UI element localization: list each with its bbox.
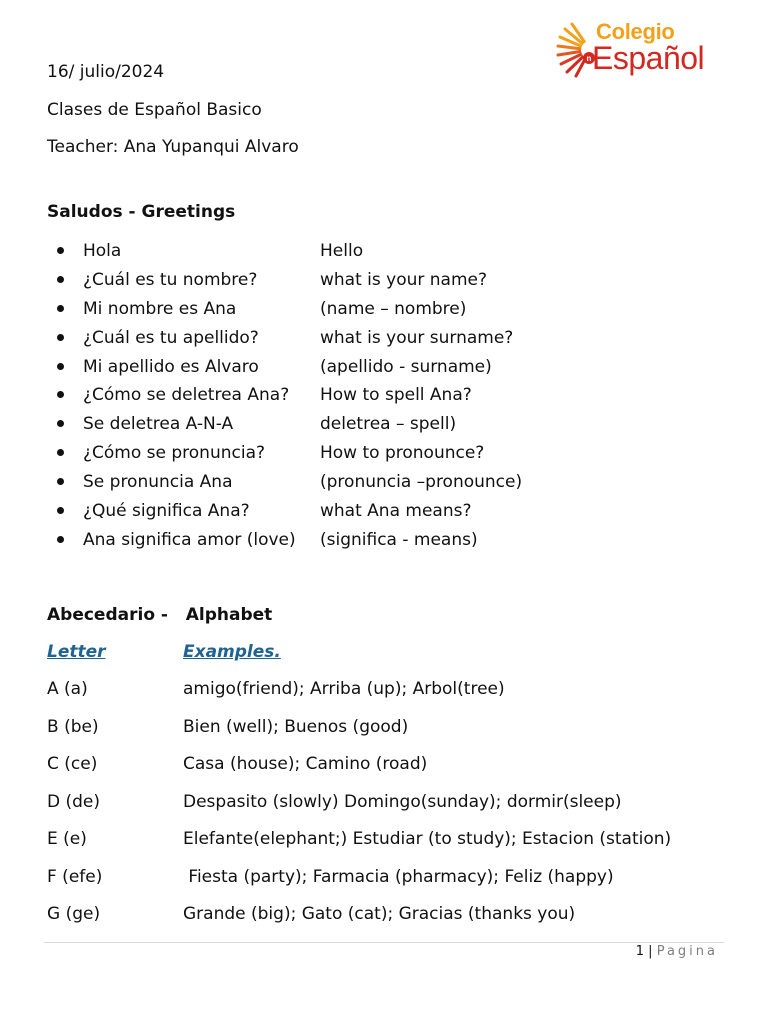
- letter-cell: E (e): [47, 829, 87, 849]
- document-date: 16/ julio/2024: [47, 62, 165, 82]
- examples-cell: Bien (well); Buenos (good): [183, 716, 409, 737]
- english-translation: Hello: [320, 241, 364, 261]
- logo-word-espanol: Español: [592, 40, 705, 76]
- footer-divider: [44, 942, 724, 943]
- logo-word-colegio: Colegio: [596, 19, 675, 44]
- spanish-phrase: Se deletrea A-N-A: [83, 414, 234, 435]
- spanish-phrase: Ana significa amor (love): [83, 529, 296, 550]
- spanish-phrase: Mi apellido es Alvaro: [83, 356, 259, 377]
- examples-cell: amigo(friend); Arriba (up); Arbol(tree): [183, 679, 505, 699]
- bullet-icon: [57, 420, 64, 427]
- letter-cell: F (efe): [47, 866, 103, 887]
- bullet-icon: [57, 536, 64, 543]
- english-translation: (significa - means): [320, 529, 478, 550]
- examples-cell: Casa (house); Camino (road): [183, 754, 428, 774]
- spanish-phrase: Mi nombre es Ana: [83, 298, 237, 319]
- english-translation: (pronuncia –pronounce): [320, 472, 523, 493]
- bullet-icon: [57, 334, 64, 341]
- bullet-icon: [57, 507, 64, 514]
- examples-column-header: Examples.: [183, 642, 281, 662]
- english-translation: deletrea – spell): [320, 414, 457, 435]
- bullet-icon: [57, 276, 64, 283]
- spanish-phrase: ¿Cuál es tu apellido?: [83, 327, 259, 348]
- bullet-icon: [57, 478, 64, 485]
- english-translation: (apellido - surname): [320, 356, 492, 377]
- spanish-phrase: ¿Cómo se deletrea Ana?: [83, 385, 290, 406]
- page-label: Pagina: [656, 944, 718, 959]
- footer-separator: |: [648, 944, 653, 959]
- bullet-icon: [57, 247, 64, 254]
- spanish-phrase: ¿Qué significa Ana?: [83, 501, 250, 522]
- english-translation: what is your name?: [320, 269, 488, 290]
- greetings-heading: Saludos - Greetings: [47, 202, 236, 222]
- letter-cell: C (ce): [47, 754, 98, 774]
- spanish-phrase: Se pronuncia Ana: [83, 472, 233, 493]
- english-translation: (name – nombre): [320, 298, 467, 319]
- page-footer: [636, 944, 718, 959]
- alphabet-heading: Abecedario - Alphabet: [47, 605, 273, 625]
- spanish-phrase: ¿Cuál es tu nombre?: [83, 269, 258, 290]
- letter-cell: D (de): [47, 791, 101, 812]
- spanish-phrase: Hola: [83, 241, 122, 261]
- letter-column-header: Letter: [47, 642, 106, 662]
- examples-cell: Elefante(elephant;) Estudiar (to study); Estacion (station): [183, 829, 672, 849]
- bullet-icon: [57, 305, 64, 312]
- bullet-icon: [57, 391, 64, 398]
- svg-text:n: n: [586, 54, 592, 63]
- examples-cell: Fiesta (party); Farmacia (pharmacy); Feliz (happy): [183, 866, 614, 887]
- colegio-espanol-logo: [556, 20, 706, 78]
- course-title: Clases de Español Basico: [47, 100, 262, 120]
- bullet-icon: [57, 449, 64, 456]
- english-translation: what Ana means?: [320, 501, 472, 522]
- examples-cell: Grande (big); Gato (cat); Gracias (thanks you): [183, 904, 576, 924]
- letter-cell: G (ge): [47, 904, 101, 924]
- english-translation: How to pronounce?: [320, 443, 485, 464]
- page-number: 1: [635, 944, 645, 959]
- examples-cell: Despasito (slowly) Domingo(sunday); dormir(sleep): [183, 791, 622, 812]
- teacher-name: Teacher: Ana Yupanqui Alvaro: [47, 137, 299, 157]
- sunburst-logo-icon: [556, 20, 596, 78]
- bullet-icon: [57, 363, 64, 370]
- english-translation: How to spell Ana?: [320, 385, 472, 406]
- spanish-phrase: ¿Cómo se pronuncia?: [83, 443, 266, 464]
- letter-cell: A (a): [47, 679, 88, 699]
- english-translation: what is your surname?: [320, 327, 514, 348]
- letter-cell: B (be): [47, 716, 99, 737]
